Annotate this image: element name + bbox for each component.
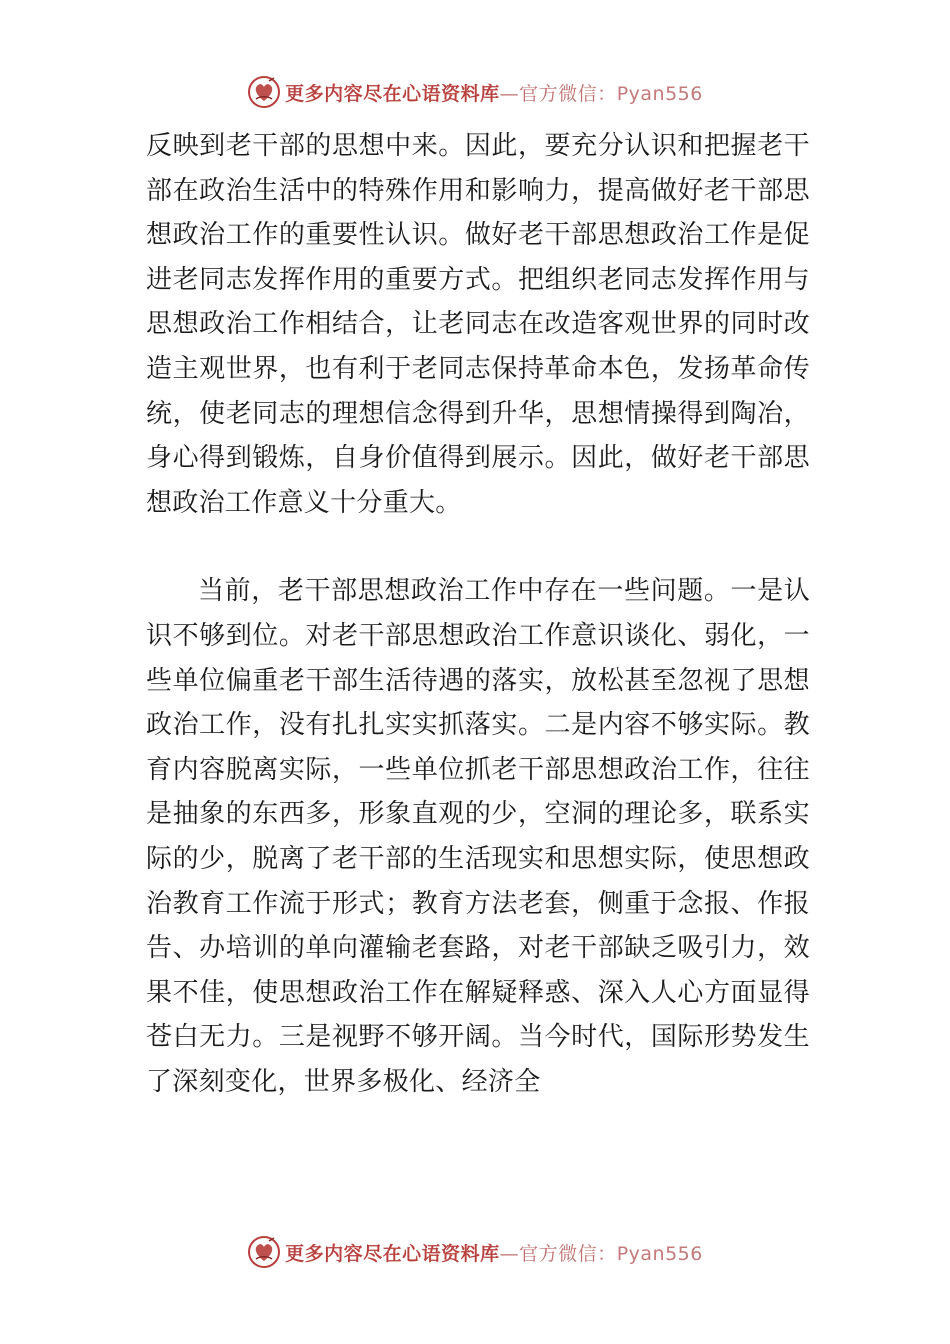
footer-watermark <box>0 1232 950 1272</box>
watermark-wechat-id: Pyan556 <box>616 82 703 105</box>
header-watermark <box>0 72 950 112</box>
watermark-brand: 更多内容尽在心语资料库 <box>285 82 500 105</box>
heart-book-logo-icon <box>247 75 281 109</box>
watermark-label: —官方微信： <box>499 82 617 105</box>
watermark-wechat-id: Pyan556 <box>616 1242 703 1265</box>
watermark-text <box>285 79 703 106</box>
document-body <box>146 124 810 1104</box>
watermark-brand: 更多内容尽在心语资料库 <box>285 1242 500 1265</box>
heart-book-logo-icon <box>247 1235 281 1269</box>
paragraph-1: 反映到老干部的思想中来。因此，要充分认识和把握老干部在政治生活中的特殊作用和影响力，提高做好老干部思想政治工作的重要性认识。做好老干部思想政治工作是促进老同志发挥作用的重要方式。把组织老同志发挥作用与思想政治工作相结合，让老同志在改造客观世界的同时改造主观世界，也有利于老同志保持革命本色，发扬革命传统，使老同志的理想信念得到升华，思想情操得到陶冶，身心得到锻炼，自身价值得到展示。因此，做好老干部思想政治工作意义十分重大。 <box>146 131 810 518</box>
watermark-label: —官方微信： <box>499 1242 617 1265</box>
watermark-text <box>285 1239 703 1266</box>
paragraph-2: 当前，老干部思想政治工作中存在一些问题。一是认识不够到位。对老干部思想政治工作意识谈化、弱化，一些单位偏重老干部生活待遇的落实，放松甚至忽视了思想政治工作，没有扎扎实实抓落实。二是内容不够实际。教育内容脱离实际，一些单位抓老干部思想政治工作，往往是抽象的东西多，形象直观的少，空洞的理论多，联系实际的少，脱离了老干部的生活现实和思想实际，使思想政治教育工作流于形式；教育方法老套，侧重于念报、作报告、办培训的单向灌输老套路，对老干部缺乏吸引力，效果不佳，使思想政治工作在解疑释惑、深入人心方面显得苍白无力。三是视野不够开阔。当今时代，国际形势发生了深刻变化，世界多极化、经济全 <box>146 576 810 1097</box>
